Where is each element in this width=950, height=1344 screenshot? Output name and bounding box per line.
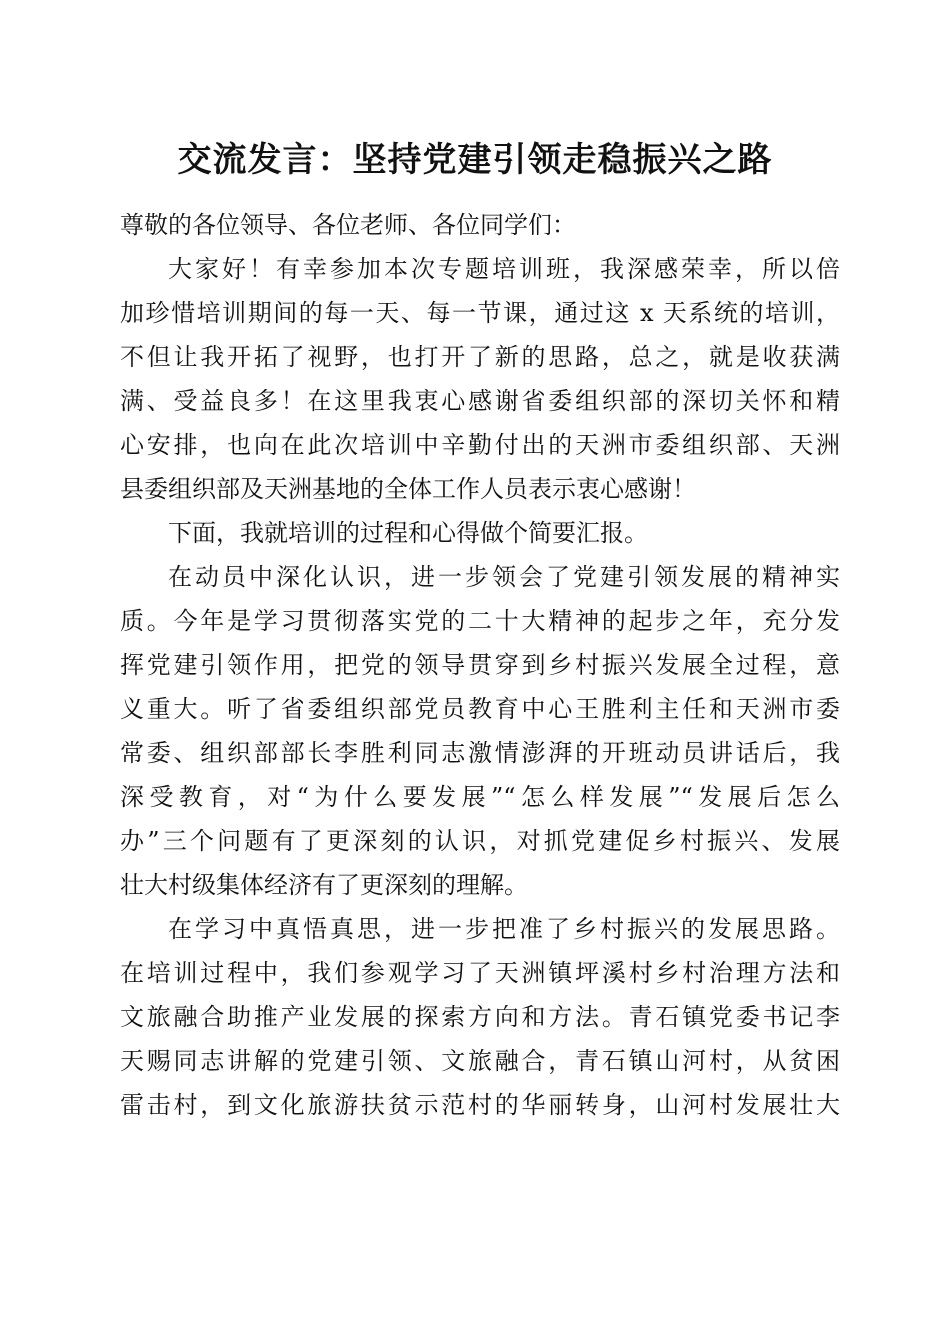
text-line: 常委、组织部部长李胜利同志激情澎湃的开班动员讲话后，我	[120, 739, 840, 767]
text-line: 心安排，也向在此次培训中辛勤付出的天洲市委组织部、天洲	[120, 431, 840, 459]
paragraph-intro	[120, 511, 840, 555]
text-line: 大家好！有幸参加本次专题培训班，我深感荣幸，所以倍	[168, 255, 840, 283]
text-line: 义重大。听了省委组织部党员教育中心王胜利主任和天洲市委	[120, 695, 840, 723]
text-line: 在培训过程中，我们参观学习了天洲镇坪溪村乡村治理方法和	[120, 959, 840, 987]
paragraph-learning	[120, 907, 840, 1127]
text-line: 县委组织部及天洲基地的全体工作人员表示衷心感谢！	[120, 475, 696, 503]
text-line: 壮大村级集体经济有了更深刻的理解。	[120, 871, 528, 899]
text-line: 文旅融合助推产业发展的探索方向和方法。青石镇党委书记李	[120, 1003, 840, 1031]
paragraph-greeting	[120, 247, 840, 511]
text-line: 不但让我开拓了视野，也打开了新的思路，总之，就是收获满	[120, 343, 840, 371]
text-line: 质。今年是学习贯彻落实党的二十大精神的起步之年，充分发	[120, 607, 840, 635]
document-body	[120, 203, 840, 1127]
text-line: 雷击村，到文化旅游扶贫示范村的华丽转身，山河村发展壮大	[120, 1091, 840, 1119]
text-line: 深受教育，对“为什么要发展”“怎么样发展”“发展后怎么	[120, 783, 840, 811]
paragraph-mobilization	[120, 555, 840, 907]
text-line: 满、受益良多！在这里我衷心感谢省委组织部的深切关怀和精	[120, 387, 840, 415]
text-line: 天赐同志讲解的党建引领、文旅融合，青石镇山河村，从贫困	[120, 1047, 840, 1075]
salutation: 尊敬的各位领导、各位老师、各位同学们：	[120, 211, 576, 239]
text-line: 在动员中深化认识，进一步领会了党建引领发展的精神实	[168, 563, 840, 591]
document-title: 交流发言：坚持党建引领走稳振兴之路	[177, 140, 773, 180]
text-line: 办”三个问题有了更深刻的认识，对抓党建促乡村振兴、发展	[120, 827, 840, 855]
text-line: 下面，我就培训的过程和心得做个简要汇报。	[168, 519, 648, 547]
text-line: 在学习中真悟真思，进一步把准了乡村振兴的发展思路。	[168, 915, 840, 943]
text-line: 加珍惜培训期间的每一天、每一节课，通过这 x 天系统的培训，	[120, 299, 840, 327]
text-line: 挥党建引领作用，把党的领导贯穿到乡村振兴发展全过程，意	[120, 651, 840, 679]
